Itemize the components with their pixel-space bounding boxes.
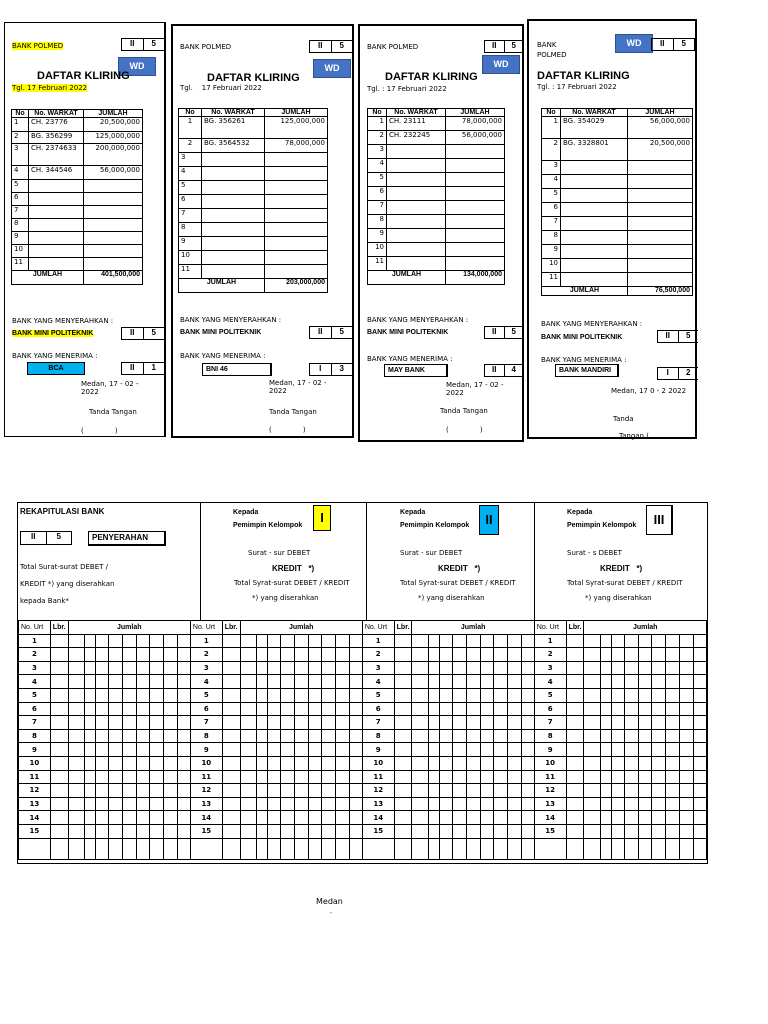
- row-number: 2: [362, 648, 394, 662]
- group-3-to: Kepada: [567, 509, 593, 516]
- recap-form: [17, 502, 708, 864]
- receiver-code-box: I 3: [309, 363, 353, 376]
- table-row: 11: [12, 258, 143, 271]
- row-number: 4: [19, 675, 51, 689]
- row-number: 11: [190, 770, 222, 784]
- row-number: 8: [19, 729, 51, 743]
- footer-place: Medan: [316, 897, 343, 906]
- row-number: 5: [362, 688, 394, 702]
- table-row: 2 CH. 232245 56,000,000: [368, 131, 505, 145]
- group-1-total-1: Total Syrat-surat DEBET / KREDIT: [234, 579, 350, 587]
- table-row: 11: [368, 257, 505, 271]
- row-number: 1: [190, 634, 222, 648]
- row-number: 4: [534, 675, 566, 689]
- row-number: 8: [362, 729, 394, 743]
- table-row: 8: [368, 215, 505, 229]
- table-row: 11: [542, 273, 693, 287]
- table-row: 2 BG. 3328801 20,500,000: [542, 139, 693, 161]
- group-1-to: Kepada: [233, 509, 259, 516]
- place-date: Medan, 17 - 02 - 2022: [446, 381, 504, 397]
- bank-name: BANK POLMED: [367, 43, 419, 51]
- table-row: 7: [542, 217, 693, 231]
- warkat-table: No No. WARKAT JUMLAH 1 BG. 356261 125,000,000 2 BG. 3564532 78,000,000 3 4 5 6 7 8 9 10 11 JUMLAH 203,000,000: [178, 108, 328, 293]
- row-number: 12: [19, 784, 51, 798]
- row-number: 6: [534, 702, 566, 716]
- table-row: [19, 756, 707, 770]
- group-2-surat: Surat - sur DEBET: [400, 549, 463, 557]
- row-number: 11: [19, 770, 51, 784]
- row-number: 4: [190, 675, 222, 689]
- submitter-code-box: II 5: [657, 330, 698, 343]
- row-number: 6: [362, 702, 394, 716]
- card-date: Tgl. 17 Februari 2022: [12, 84, 88, 92]
- submitter-code-box: II 5: [309, 326, 353, 339]
- bank-code-box: II 5: [484, 40, 524, 53]
- warkat-table: No No. WARKAT JUMLAH 1 BG. 354029 56,000,000 2 BG. 3328801 20,500,000 3 4 5 6 7 8 9 10 11 JUMLAH 76,500,000: [541, 108, 693, 296]
- warkat-table: No No. WARKAT JUMLAH 1 CH. 23111 78,000,000 2 CH. 232245 56,000,000 3 4 5 6 7 8 9 10 11 JUMLAH 134,000,000: [367, 108, 505, 285]
- row-number: 14: [190, 811, 222, 825]
- wd-badge: WD: [118, 57, 156, 76]
- receiver-name: BNI 46: [202, 363, 272, 376]
- kliring-card-3: [358, 24, 524, 442]
- table-row: [19, 824, 707, 838]
- group-1-kredit: KREDIT *): [272, 564, 315, 573]
- row-number: 12: [190, 784, 222, 798]
- group-2-leader: Pemimpin Kelompok: [400, 522, 470, 529]
- receiver-code-box: II 4: [484, 364, 524, 377]
- submitter-name: BANK MINI POLITEKNIK: [541, 334, 623, 341]
- signature-label: Tanda Tangan: [89, 408, 137, 416]
- table-row: 5: [368, 173, 505, 187]
- bank-code-box: II 5: [651, 38, 695, 51]
- table-row: 4: [368, 159, 505, 173]
- footer-dot: ,: [330, 908, 332, 915]
- table-row: 11: [179, 265, 328, 279]
- table-row: 4 CH. 344546 56,000,000: [12, 166, 143, 180]
- table-row: [19, 716, 707, 730]
- col-lbr: Lbr.: [394, 621, 412, 635]
- row-number: 8: [534, 729, 566, 743]
- table-row: 8: [12, 219, 143, 232]
- kliring-card-4: [527, 19, 697, 439]
- table-row: 1 CH. 23776 20,500,000: [12, 118, 143, 132]
- group-3-total-1: Total Syrat-surat DEBET / KREDIT: [567, 579, 683, 587]
- group-1-leader: Pemimpin Kelompok: [233, 522, 303, 529]
- row-number: 15: [190, 824, 222, 838]
- row-number: 5: [534, 688, 566, 702]
- bank-code-box: II 5: [309, 40, 353, 53]
- col-lbr: Lbr.: [566, 621, 584, 635]
- penyerahan-label: PENYERAHAN: [88, 531, 166, 546]
- col-lbr: Lbr.: [222, 621, 240, 635]
- row-number: 15: [362, 824, 394, 838]
- row-number: 1: [534, 634, 566, 648]
- signature-label: Tanda Tangan: [440, 407, 488, 415]
- receiver-name: BCA: [27, 362, 85, 375]
- card-title: DAFTAR KLIRING: [537, 70, 630, 82]
- table-row: [19, 675, 707, 689]
- wd-badge: WD: [482, 55, 520, 74]
- row-number: 2: [534, 648, 566, 662]
- row-number: 9: [534, 743, 566, 757]
- row-number: 12: [362, 784, 394, 798]
- col-no-urt: No. Urt: [534, 621, 566, 635]
- row-number: 3: [534, 661, 566, 675]
- table-row: [19, 688, 707, 702]
- row-number: 3: [362, 661, 394, 675]
- row-number: 2: [190, 648, 222, 662]
- kliring-card-2: [171, 24, 354, 438]
- signature-paren: ( ): [269, 426, 306, 434]
- table-row: 5: [542, 189, 693, 203]
- row-number: 7: [19, 716, 51, 730]
- row-number: 10: [534, 756, 566, 770]
- submitter-label: BANK YANG MENYERAHKAN :: [367, 316, 469, 324]
- row-number: 3: [190, 661, 222, 675]
- receiver-name: BANK MANDIRI: [555, 364, 619, 377]
- col-no-urt: No. Urt: [190, 621, 222, 635]
- signature-paren: Tangan (: [619, 432, 649, 440]
- table-row: 8: [179, 223, 328, 237]
- grid-header-row: [19, 621, 707, 635]
- col-jumlah: Jumlah: [68, 621, 190, 635]
- submitter-name: BANK MINI POLITEKNIK: [367, 329, 449, 336]
- table-row: 5: [179, 181, 328, 195]
- row-number: 5: [190, 688, 222, 702]
- receiver-label: BANK YANG MENERIMA :: [541, 356, 627, 364]
- submitter-label: BANK YANG MENYERAHKAN :: [541, 320, 643, 328]
- signature-label: Tanda Tangan: [269, 408, 317, 416]
- row-number: 15: [534, 824, 566, 838]
- total-row: JUMLAH 134,000,000: [368, 271, 505, 285]
- card-date: Tgl. : 17 Februari 2022: [537, 83, 617, 91]
- row-number: 7: [362, 716, 394, 730]
- group-3-surat: Surat - s DEBET: [567, 549, 622, 557]
- col-jumlah: Jumlah: [240, 621, 362, 635]
- table-row: 3 CH. 2374633 200,000,000: [12, 144, 143, 166]
- row-number: 1: [19, 634, 51, 648]
- row-number: 4: [362, 675, 394, 689]
- table-row: 10: [368, 243, 505, 257]
- table-row: 5: [12, 180, 143, 193]
- table-row: 9: [12, 232, 143, 245]
- table-row: [19, 811, 707, 825]
- table-row: [19, 702, 707, 716]
- row-number: 3: [19, 661, 51, 675]
- recap-grid: [18, 620, 707, 860]
- recap-title: REKAPITULASI BANK: [20, 507, 105, 516]
- group-3-roman: III: [646, 505, 673, 535]
- receiver-code-box: II 1: [121, 362, 165, 375]
- recap-total-line-1: Total Surat-surat DEBET /: [20, 563, 109, 571]
- table-row: 9: [542, 245, 693, 259]
- table-row: 6: [179, 195, 328, 209]
- group-2-roman: II: [479, 505, 499, 535]
- row-number: 6: [19, 702, 51, 716]
- bank-name: BANK POLMED: [180, 43, 232, 51]
- total-row: JUMLAH 76,500,000: [542, 287, 693, 296]
- table-row: [19, 770, 707, 784]
- table-row: [19, 784, 707, 798]
- recap-code-box: II 5: [20, 531, 72, 545]
- wd-badge: WD: [313, 59, 351, 78]
- place-date: Medan, 17 0 - 2 2022: [611, 387, 687, 395]
- table-row: 2 BG. 3564532 78,000,000: [179, 139, 328, 153]
- table-row: 6: [368, 187, 505, 201]
- wd-badge: WD: [615, 34, 653, 53]
- row-number: 1: [362, 634, 394, 648]
- row-number: 5: [19, 688, 51, 702]
- row-number: 10: [19, 756, 51, 770]
- submitter-name: BANK MINI POLITEKNIK: [12, 330, 94, 337]
- signature-paren: ( ): [446, 426, 483, 434]
- card-date: Tgl. : 17 Februari 2022: [367, 85, 447, 93]
- total-row: JUMLAH 401,500,000: [12, 271, 143, 285]
- group-1-surat: Surat - sur DEBET: [248, 549, 311, 557]
- row-number: 14: [362, 811, 394, 825]
- row-number: 9: [19, 743, 51, 757]
- submitter-label: BANK YANG MENYERAHKAN :: [180, 316, 282, 324]
- bank-name: BANK POLMED: [537, 41, 567, 59]
- table-row: [19, 743, 707, 757]
- col-no-urt: No. Urt: [362, 621, 394, 635]
- submitter-code-box: II 5: [121, 327, 165, 340]
- receiver-label: BANK YANG MENERIMA :: [180, 352, 266, 360]
- signature-paren: ( ): [81, 427, 118, 435]
- table-row: 7: [368, 201, 505, 215]
- bank-name: BANK POLMED: [12, 42, 64, 50]
- row-number: 13: [534, 797, 566, 811]
- row-number: 2: [19, 648, 51, 662]
- row-number: 12: [534, 784, 566, 798]
- col-no-urt: No. Urt: [19, 621, 51, 635]
- table-row: 6: [542, 203, 693, 217]
- table-row: 3: [179, 153, 328, 167]
- signature-label: Tanda: [613, 415, 634, 423]
- place-date: Medan, 17 - 02 - 2022: [81, 380, 139, 396]
- group-1-roman: I: [313, 505, 331, 531]
- col-jumlah: Jumlah: [584, 621, 707, 635]
- group-1-total-2: *) yang diserahkan: [252, 594, 319, 602]
- col-jumlah: Jumlah: [412, 621, 534, 635]
- row-number: 7: [190, 716, 222, 730]
- row-number: 7: [534, 716, 566, 730]
- recap-total-line-3: kepada Bank*: [20, 597, 69, 605]
- table-row: [19, 648, 707, 662]
- table-row: 3: [542, 161, 693, 175]
- group-3-total-2: *) yang diserahkan: [585, 594, 652, 602]
- table-row: 4: [542, 175, 693, 189]
- table-row: [19, 661, 707, 675]
- table-row: 9: [179, 237, 328, 251]
- table-row: 1 BG. 356261 125,000,000: [179, 117, 328, 139]
- row-number: 10: [362, 756, 394, 770]
- submitter-code-box: II 5: [484, 326, 524, 339]
- bank-code-box: II 5: [121, 38, 165, 51]
- table-row: 9: [368, 229, 505, 243]
- row-number: 11: [362, 770, 394, 784]
- receiver-code-box: I 2: [657, 367, 698, 380]
- receiver-label: BANK YANG MENERIMA :: [367, 355, 453, 363]
- card-date: Tgl. 17 Februari 2022: [180, 84, 262, 92]
- table-row: 10: [12, 245, 143, 258]
- row-number: 13: [190, 797, 222, 811]
- receiver-label: BANK YANG MENERIMA :: [12, 352, 98, 360]
- row-number: 15: [19, 824, 51, 838]
- table-row: 10: [179, 251, 328, 265]
- blank-row: [19, 838, 707, 859]
- row-number: 6: [190, 702, 222, 716]
- recap-total-line-2: KREDIT *) yang diserahkan: [20, 580, 115, 588]
- row-number: 14: [19, 811, 51, 825]
- row-number: 14: [534, 811, 566, 825]
- table-row: 10: [542, 259, 693, 273]
- table-row: [19, 797, 707, 811]
- row-number: 13: [362, 797, 394, 811]
- row-number: 9: [362, 743, 394, 757]
- table-row: 1 CH. 23111 78,000,000: [368, 117, 505, 131]
- group-2-total-2: *) yang diserahkan: [418, 594, 485, 602]
- table-row: 8: [542, 231, 693, 245]
- table-row: 2 BG. 356299 125,000,000: [12, 132, 143, 144]
- table-row: 7: [179, 209, 328, 223]
- group-2-total-1: Total Syrat-surat DEBET / KREDIT: [400, 579, 516, 587]
- group-2-to: Kepada: [400, 509, 426, 516]
- row-number: 11: [534, 770, 566, 784]
- total-row: JUMLAH 203,000,000: [179, 279, 328, 293]
- col-lbr: Lbr.: [50, 621, 68, 635]
- kliring-card-1: [4, 22, 166, 437]
- table-row: 6: [12, 193, 143, 206]
- card-title: DAFTAR KLIRING: [37, 70, 130, 82]
- row-number: 10: [190, 756, 222, 770]
- row-number: 9: [190, 743, 222, 757]
- table-row: 3: [368, 145, 505, 159]
- receiver-name: MAY BANK: [384, 364, 448, 377]
- card-title: DAFTAR KLIRING: [207, 72, 300, 84]
- card-title: DAFTAR KLIRING: [385, 71, 478, 83]
- warkat-table: No No. WARKAT JUMLAH 1 CH. 23776 20,500,000 2 BG. 356299 125,000,000 3 CH. 2374633 200,000,000 4 CH. 344546 56,000,000 5 6 7 8 9 10 11 JUMLAH 401,500,000: [11, 109, 143, 285]
- row-number: 8: [190, 729, 222, 743]
- table-row: 7: [12, 206, 143, 219]
- row-number: 13: [19, 797, 51, 811]
- table-row: [19, 729, 707, 743]
- group-3-kredit: KREDIT *): [600, 564, 643, 573]
- group-3-leader: Pemimpin Kelompok: [567, 522, 637, 529]
- group-2-kredit: KREDIT *): [438, 564, 481, 573]
- table-row: 1 BG. 354029 56,000,000: [542, 117, 693, 139]
- place-date: Medan, 17 - 02 - 2022: [269, 379, 327, 395]
- submitter-label: BANK YANG MENYERAHKAN :: [12, 317, 114, 325]
- submitter-name: BANK MINI POLITEKNIK: [180, 329, 262, 336]
- table-row: 4: [179, 167, 328, 181]
- table-row: [19, 634, 707, 648]
